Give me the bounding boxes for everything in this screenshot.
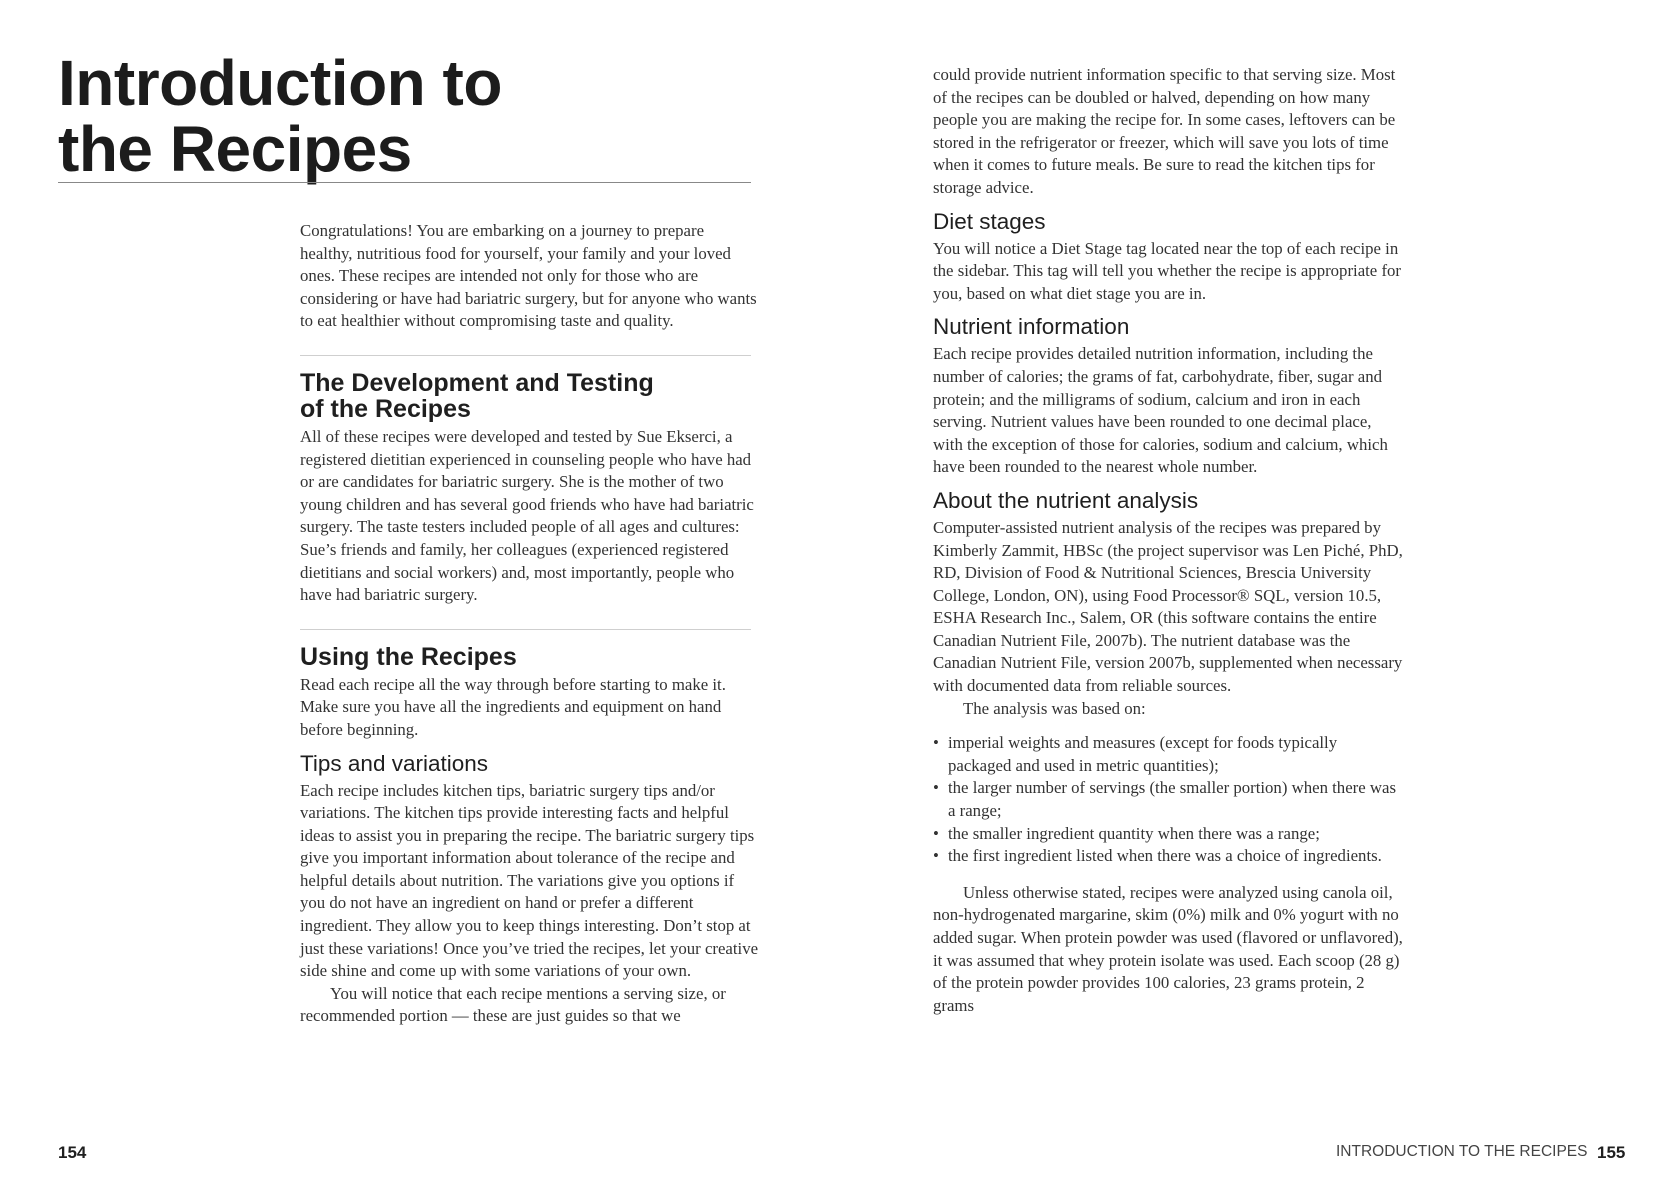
left-column <box>300 220 760 1028</box>
using-heading: Using the Recipes <box>300 642 517 671</box>
development-heading: The Development and Testing of the Recipes <box>300 368 654 423</box>
list-item: • the larger number of servings (the smaller portion) when there was a range; <box>933 778 1396 821</box>
diet-stages-heading: Diet stages <box>933 208 1046 234</box>
list-item: • the first ingredient listed when there was a choice of ingredients. <box>933 845 1403 868</box>
intro-paragraph: Congratulations! You are embarking on a journey to prepare healthy, nutritious food for yourself, your family and your loved ones. These recipes are intended not only for those who are considering or have had bariatric surgery, but for anyone who wants to eat healthier without compromising taste and quality. <box>300 221 757 331</box>
using-paragraph: Read each recipe all the way through before starting to make it. Make sure you have all the ingredients and equipment on hand before beginning. <box>300 674 726 739</box>
bullet-icon: • <box>933 823 939 843</box>
page-title <box>58 47 502 185</box>
title-line-2: the Recipes <box>58 113 412 185</box>
unless-paragraph: Unless otherwise stated, recipes were analyzed using canola oil, non-hydrogenated margarine, skim (0%) milk and 0% yogurt with no added sugar. When protein powder was used (flavored or unflavored), it was assumed that whey protein isolate was used. Each scoop (28 g) of the protein powder provides 100 calories, 23 grams protein, 2 grams <box>933 882 1403 1015</box>
title-rule <box>58 182 751 183</box>
list-item: • the smaller ingredient quantity when there was a range; <box>933 823 1403 846</box>
page-number-left: 154 <box>58 1143 87 1162</box>
analysis-based-on: The analysis was based on: <box>963 698 1146 718</box>
tips-heading: Tips and variations <box>300 750 489 776</box>
analysis-bullet-list <box>933 732 1403 868</box>
analysis-paragraph: Computer-assisted nutrient analysis of the recipes was prepared by Kimberly Zammit, HBSc (the project supervisor was Len Piché, PhD, RD, Division of Food & Nutritional Sciences, Brescia University College, London, ON), using Food Processor® SQL, version 10.5, ESHA Research Inc., Salem, OR (this software contains the entire Canadian Nutrient File, 2007b). The nutrient database was the Canadian Nutrient File, version 2007b, supplemented when necessary with documented data from reliable sources. <box>933 517 1403 696</box>
bullet-icon: • <box>933 778 939 798</box>
list-item: • imperial weights and measures (except for foods typically packaged and used in metric quantities); <box>933 733 1338 775</box>
section-divider <box>300 355 751 356</box>
section-divider <box>300 629 751 630</box>
serving-paragraph: You will notice that each recipe mentions a serving size, or recommended portion — these are just guides so that we <box>300 983 726 1026</box>
nutrient-info-heading: Nutrient information <box>933 314 1130 340</box>
running-head: INTRODUCTION TO THE RECIPES <box>1336 1143 1588 1160</box>
nutrient-info-paragraph: Each recipe provides detailed nutrition information, including the number of calories; the grams of fat, carbohydrate, fiber, sugar and protein; and the milligrams of sodium, calcium and iron in each serving. Nutrient values have been rounded to one decimal place, with the exception of those for calories, sodium and calcium, which have been rounded to the nearest whole number. <box>933 344 1388 477</box>
title-line-1: Introduction to <box>58 47 502 119</box>
tips-paragraph: Each recipe includes kitchen tips, bariatric surgery tips and/or variations. The kitchen tips provide interesting facts and helpful ideas to assist you in preparing the recipe. The bariatric surgery tips give you important information about tolerance of the recipe and helpful details about nutrition. The variations give you options if you do not have an ingredient on hand or prefer a different ingredient. They allow you to keep things interesting. Don’t stop at just these variations! Once you’ve tried the recipes, let your creative side shine and come up with some variations of your own. <box>300 780 759 981</box>
right-column <box>933 64 1403 1017</box>
diet-stages-paragraph: You will notice a Diet Stage tag located near the top of each recipe in the sidebar. This tag will tell you whether the recipe is appropriate for you, based on what diet stage you are in. <box>933 238 1402 303</box>
development-paragraph: All of these recipes were developed and tested by Sue Ekserci, a registered dietitian experienced in counseling people who have had or are candidates for bariatric surgery. She is the mother of two young children and has several good friends who have had bariatric surgery. The taste testers included people of all ages and cultures: Sue’s friends and family, her colleagues (experienced registered dietitians and social workers) and, most importantly, people who have had bariatric surgery. <box>300 426 754 605</box>
analysis-heading: About the nutrient analysis <box>933 487 1199 513</box>
bullet-icon: • <box>933 733 939 753</box>
page-number-right: 155 <box>1597 1143 1626 1162</box>
continued-paragraph: could provide nutrient information specific to that serving size. Most of the recipes can be doubled or halved, depending on how many people you are making the recipe for. In some cases, leftovers can be stored in the refrigerator or freezer, which will save you lots of time when it comes to future meals. Be sure to read the kitchen tips for storage advice. <box>933 65 1396 197</box>
bullet-icon: • <box>933 846 939 866</box>
